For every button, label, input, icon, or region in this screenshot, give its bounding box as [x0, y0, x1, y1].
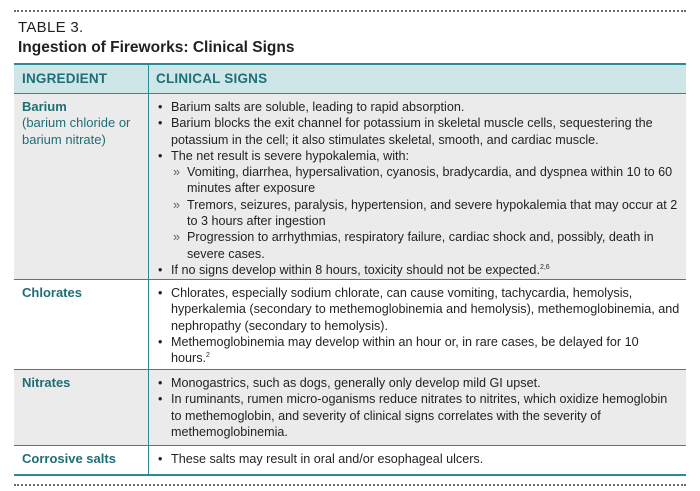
- ingredient-cell: [22, 285, 144, 301]
- table-row-barium: [14, 93, 686, 279]
- bullet-text: Methemoglobinemia may develop within an hour or, in rare cases, be delayed for 10 hours.: [171, 334, 639, 366]
- reference-superscript: 2,6: [539, 263, 550, 271]
- bullet-text: If no signs develop within 8 hours, toxicity should not be expected.: [171, 262, 540, 277]
- sub-bullet-item: » Tremors, seizures, paralysis, hypertension, and severe hypokalemia that may occur at 2 to 3 hours after ingestion: [154, 197, 680, 230]
- header-ingredient: INGREDIENT: [22, 71, 108, 86]
- bullet-item: • Barium blocks the exit channel for potassium in skeletal muscle cells, sequestering the potassium in the cell; it also stimulates skeletal, smooth, and cardiac muscle.: [154, 115, 680, 148]
- ingredient-subtitle: (barium chloride or barium nitrate): [22, 115, 131, 147]
- table-row-chlorates: [14, 279, 686, 369]
- bullet-item: • Monogastrics, such as dogs, generally only develop mild GI upset.: [154, 375, 680, 391]
- bullet-item: • These salts may result in oral and/or esophageal ulcers.: [154, 451, 680, 467]
- ingredient-cell: [22, 99, 144, 148]
- clinical-signs-cell: [154, 285, 680, 366]
- sub-bullet-item: » Vomiting, diarrhea, hypersalivation, cyanosis, bradycardia, and dyspnea within 10 to 60 minutes after exposure: [154, 164, 680, 197]
- clinical-signs-table: [14, 63, 686, 476]
- bullet-item: • Barium salts are soluble, leading to rapid absorption.: [154, 99, 680, 115]
- ingredient-name: Barium: [22, 99, 67, 114]
- sub-bullet-item: » Progression to arrhythmias, respiratory failure, cardiac shock and, possibly, death in severe cases.: [154, 229, 680, 262]
- clinical-signs-cell: [154, 99, 680, 278]
- table-header: [14, 65, 686, 93]
- table-title: Ingestion of Fireworks: Clinical Signs: [18, 39, 295, 56]
- table-row-nitrates: [14, 369, 686, 445]
- ingredient-name: Nitrates: [22, 375, 71, 390]
- column-divider: [148, 65, 149, 474]
- bottom-dotted-rule: [14, 484, 686, 486]
- clinical-signs-cell: [154, 451, 680, 467]
- table-label: TABLE 3.: [18, 19, 84, 36]
- header-clinical-signs: CLINICAL SIGNS: [156, 71, 268, 86]
- top-dotted-rule: [14, 10, 686, 12]
- bullet-item: • The net result is severe hypokalemia, with:: [154, 148, 680, 164]
- bullet-item: [154, 334, 680, 367]
- bullet-item: [154, 262, 680, 278]
- ingredient-name: Chlorates: [22, 285, 82, 300]
- reference-superscript: 2: [206, 352, 210, 359]
- bullet-item: • Chlorates, especially sodium chlorate, can cause vomiting, tachycardia, hemolysis, hyperkalemia (secondary to methemoglobinemia and hemolysis), methemoglobinemia, and nephropathy (secondary to hemolysis).: [154, 285, 680, 334]
- table-row-corrosive-salts: [14, 445, 686, 474]
- ingredient-name: Corrosive salts: [22, 451, 116, 466]
- bullet-item: • In ruminants, rumen micro-oganisms reduce nitrates to nitrites, which oxidize hemoglobin to methemoglobin, and severity of clinical signs correlates with the severity of methemoglobinemia.: [154, 391, 680, 440]
- clinical-signs-cell: [154, 375, 680, 440]
- ingredient-cell: [22, 375, 144, 391]
- ingredient-cell: [22, 451, 144, 467]
